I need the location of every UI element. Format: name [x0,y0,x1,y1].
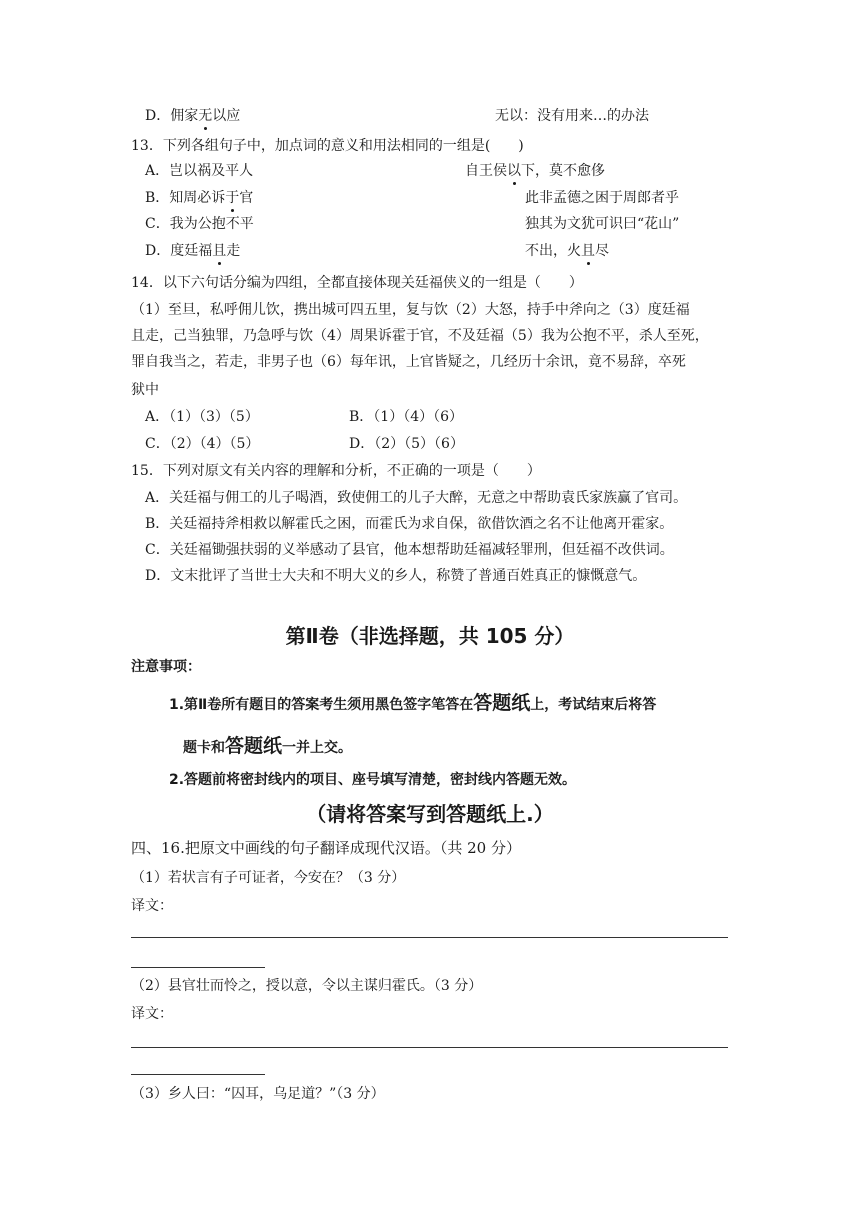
q15-option-b: B．关廷福持斧相救以解霍氏之困，而霍氏为求自保，欲借饮酒之名不让他离开霍家。 [145,516,674,532]
q14-option-c: C．（2）（4）（5） [145,436,260,452]
q14-stem: 14．以下六句话分编为四组，全都直接体现关廷福侠义的一组是（ ） [131,275,583,291]
q13-option-a: A．岂以祸及平人 [145,163,254,179]
q16-sentence-1: （1）若状言有子可证者，今安在？（3 分） [131,870,406,886]
q14-option-d: D．（2）（5）（6） [349,436,464,452]
q12-option-d: D．佣家无以应 [145,108,241,124]
q13-option-d: D．度廷福且走 [145,243,241,259]
q16-sentence-2: （2）县官壮而怜之，授以意，令以主谋归霍氏。（3 分） [131,978,483,994]
notice-item-1: 1.第Ⅱ卷所有题目的答案考生须用黑色签字笔答在答题纸上，考试结束后将答 [169,692,657,714]
q14-passage-line: 罪自我当之，若走，非男子也（6）每年讯，上官皆疑之，几经历十余讯，竟不易辞，卒死 [131,354,686,370]
q13-stem: 13．下列各组句子中，加点词的意义和用法相同的一组是( ) [131,138,524,154]
q15-option-c: C．关廷福锄强扶弱的义举感动了县官，他本想帮助廷福减轻罪刑，但廷福不改供词。 [145,542,674,558]
answer-line [131,1047,728,1048]
q13-option-a-compare: 自王侯以下，莫不愈侈 [465,163,605,179]
q14-passage-line: 狱中 [131,382,159,398]
q13-option-b: B．知周必诉于官 [145,190,254,206]
notice-item-1-cont: 题卡和答题纸一并上交。 [183,735,353,757]
answer-line-short [131,1074,265,1075]
q14-passage-line: 且走，己当独罪，乃急呼与饮（4）周果诉霍于官，不及廷福（5）我为公抱不平，杀人至死， [131,328,709,344]
answer-label: 译文： [131,898,173,914]
q16-sentence-3: （3）乡人曰：“囚耳，乌足道？”（3 分） [131,1086,385,1102]
q14-passage-line: （1）至旦，私呼佣儿饮，携出城可四五里，复与饮（2）大怒，持手中斧向之（3）度廷福 [131,302,690,318]
q15-option-d: D．文末批评了当世士大夫和不明大义的乡人，称赞了普通百姓真正的慷慨意气。 [145,568,647,584]
notice-item-2: 2.答题前将密封线内的项目、座号填写清楚，密封线内答题无效。 [169,772,577,788]
q14-option-a: A．（1）（3）（5） [145,409,259,425]
q13-option-d-compare: 不出，火且尽 [525,243,609,259]
answer-line [131,937,728,938]
q15-option-a: A．关廷福与佣工的儿子喝酒，致使佣工的儿子大醉，无意之中帮助袁氏家族赢了官司。 [145,490,688,506]
q13-option-c-compare: 独其为文犹可识曰“花山” [525,216,680,232]
q14-option-b: B．（1）（4）（6） [349,409,464,425]
answer-line-short [131,967,265,968]
q16-stem: 四、16.把原文中画线的句子翻译成现代汉语。（共 20 分） [131,839,521,857]
answer-reminder: （请将答案写到答题纸上.） [306,802,554,826]
q13-option-c: C．我为公抱不平 [145,216,254,232]
section-title: 第Ⅱ卷（非选择题，共 105 分） [285,624,575,648]
q13-option-b-compare: 此非孟德之困于周郎者乎 [525,190,679,206]
answer-label: 译文： [131,1006,173,1022]
q12-option-d-gloss: 无以：没有用来…的办法 [495,108,649,124]
notice-label: 注意事项： [131,659,201,675]
q15-stem: 15．下列对原文有关内容的理解和分析，不正确的一项是（ ） [131,463,541,479]
